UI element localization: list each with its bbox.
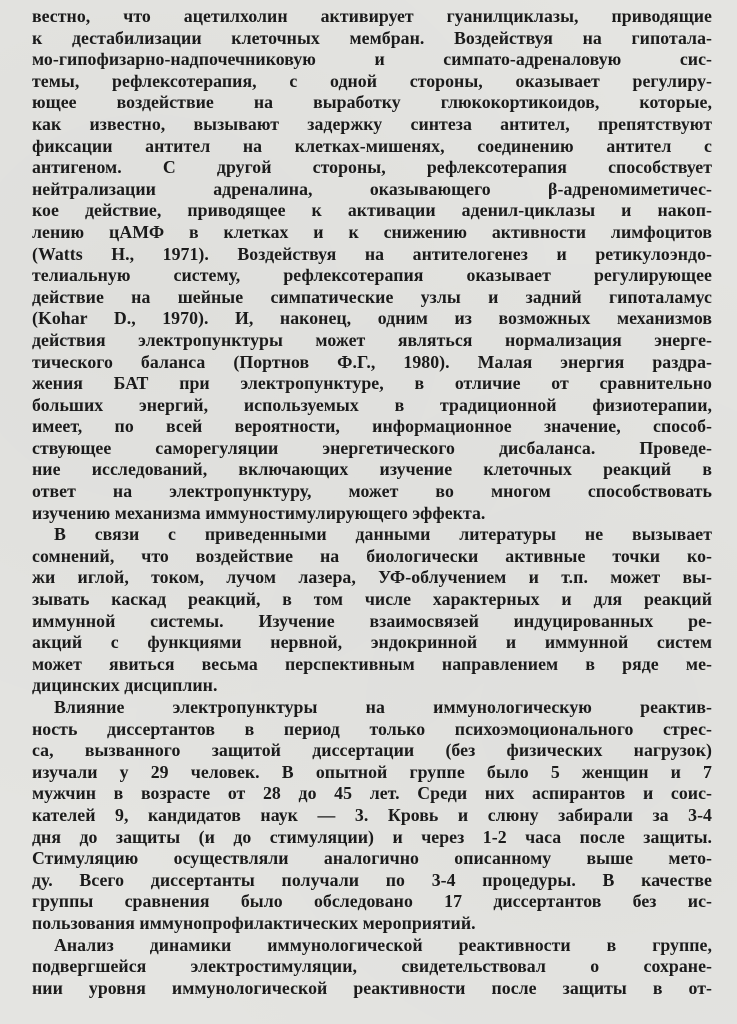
text-line: мужчин в возрасте от 28 до 45 лет. Среди них аспирантов и соис- [32,783,712,804]
text-line: нейтрализации адреналина, оказывающего β-адреномиметичес- [32,178,712,199]
text-line: ющее воздействие на выработку глюкокортикоидов, которые, [32,92,712,113]
text-line: действия электропунктуры может являться нормализация энерге- [32,329,712,350]
text-line: дицинских дисциплин. [32,675,218,696]
text-line: имеет, по всей вероятности, информационное значение, способ- [32,416,712,437]
text-line: нии уровня иммунологической реактивности после защиты в от- [32,977,712,998]
text-line: изучали у 29 человек. В опытной группе было 5 женщин и 7 [32,761,712,782]
text-line: иммунной системы. Изучение взаимосвязей индуцированных ре- [32,610,712,631]
body-text [32,6,712,999]
text-line: тического баланса (Портнов Ф.Г., 1980). Малая энергия раздра- [32,351,712,372]
text-line: са, вызванного защитой диссертации (без физических нагрузок) [32,740,712,761]
text-line: зывать каскад реакций, в том числе характерных и для реакций [32,589,712,610]
text-line: мо-гипофизарно-надпочечниковую и симпато-адреналовую сис- [32,49,712,70]
text-line: изучению механизма иммуностимулирующего эффекта. [32,502,486,523]
text-line: пользования иммунопрофилактических мероприятий. [32,912,476,933]
text-line: ответ на электропунктуру, может во многом способствовать [32,481,712,502]
text-line: кое действие, приводящее к активации аденил-циклазы и накоп- [32,200,712,221]
text-line: сомнений, что воздействие на биологически активные точки ко- [32,545,712,566]
text-line: больших энергий, используемых в традиционной физиотерапии, [32,394,712,415]
text-line: лению цАМФ в клетках и к снижению активности лимфоцитов [32,221,712,242]
text-line: акций с функциями нервной, эндокринной и иммунной систем [32,632,712,653]
text-line: (Watts H., 1971). Воздействуя на антителогенез и ретикулоэндо- [32,243,712,264]
text-line: ду. Всего диссертанты получали по 3-4 процедуры. В качестве [32,869,712,890]
text-line: Стимуляцию осуществляли аналогично описанному выше мето- [32,848,712,869]
text-line: антигеном. С другой стороны, рефлексотерапия способствует [32,157,712,178]
text-line: может явиться весьма перспективным направлением в ряде ме- [32,653,712,674]
text-line: действие на шейные симпатические узлы и задний гипоталамус [32,286,712,307]
text-line: как известно, вызывают задержку синтеза антител, препятствуют [32,113,712,134]
text-line: жи иглой, током, лучом лазера, УФ-облучением и т.п. может вы- [32,567,712,588]
text-line: Анализ динамики иммунологической реактивности в группе, [54,934,712,955]
text-line: темы, рефлексотерапия, с одной стороны, оказывает регулиру- [32,70,712,91]
text-line: подвергшейся электростимуляции, свидетельствовал о сохране- [32,956,712,977]
text-line: вестно, что ацетилхолин активирует гуанилциклазы, приводящие [32,6,712,26]
text-line: фиксации антител на клетках-мишенях, соединению антител с [32,135,712,156]
text-line: группы сравнения было обследовано 17 диссертантов без ис- [32,891,712,912]
text-line: Влияние электропунктуры на иммунологическую реактив- [54,697,712,717]
text-line: В связи с приведенными данными литературы не вызывает [54,524,712,545]
text-line: ность диссертантов в период только психоэмоционального стрес- [32,718,712,739]
text-line: жения БАТ при электропунктуре, в отличие от сравнительно [32,373,712,394]
text-line: к дестабилизации клеточных мембран. Воздействуя на гипотала- [32,27,712,48]
text-line: (Kohar D., 1970). И, наконец, одним из возможных механизмов [32,308,712,329]
text-line: ние исследований, включающих изучение клеточных реакций в [32,459,712,480]
text-line: телиальную систему, рефлексотерапия оказывает регулирующее [32,265,712,286]
text-line: дня до защиты (и до стимуляции) и через 1-2 часа после защиты. [32,826,712,847]
text-line: кателей 9, кандидатов наук — 3. Кровь и слюну забирали за 3-4 [32,804,712,825]
text-line: ствующее саморегуляции энергетического дисбаланса. Проведе- [32,437,712,458]
